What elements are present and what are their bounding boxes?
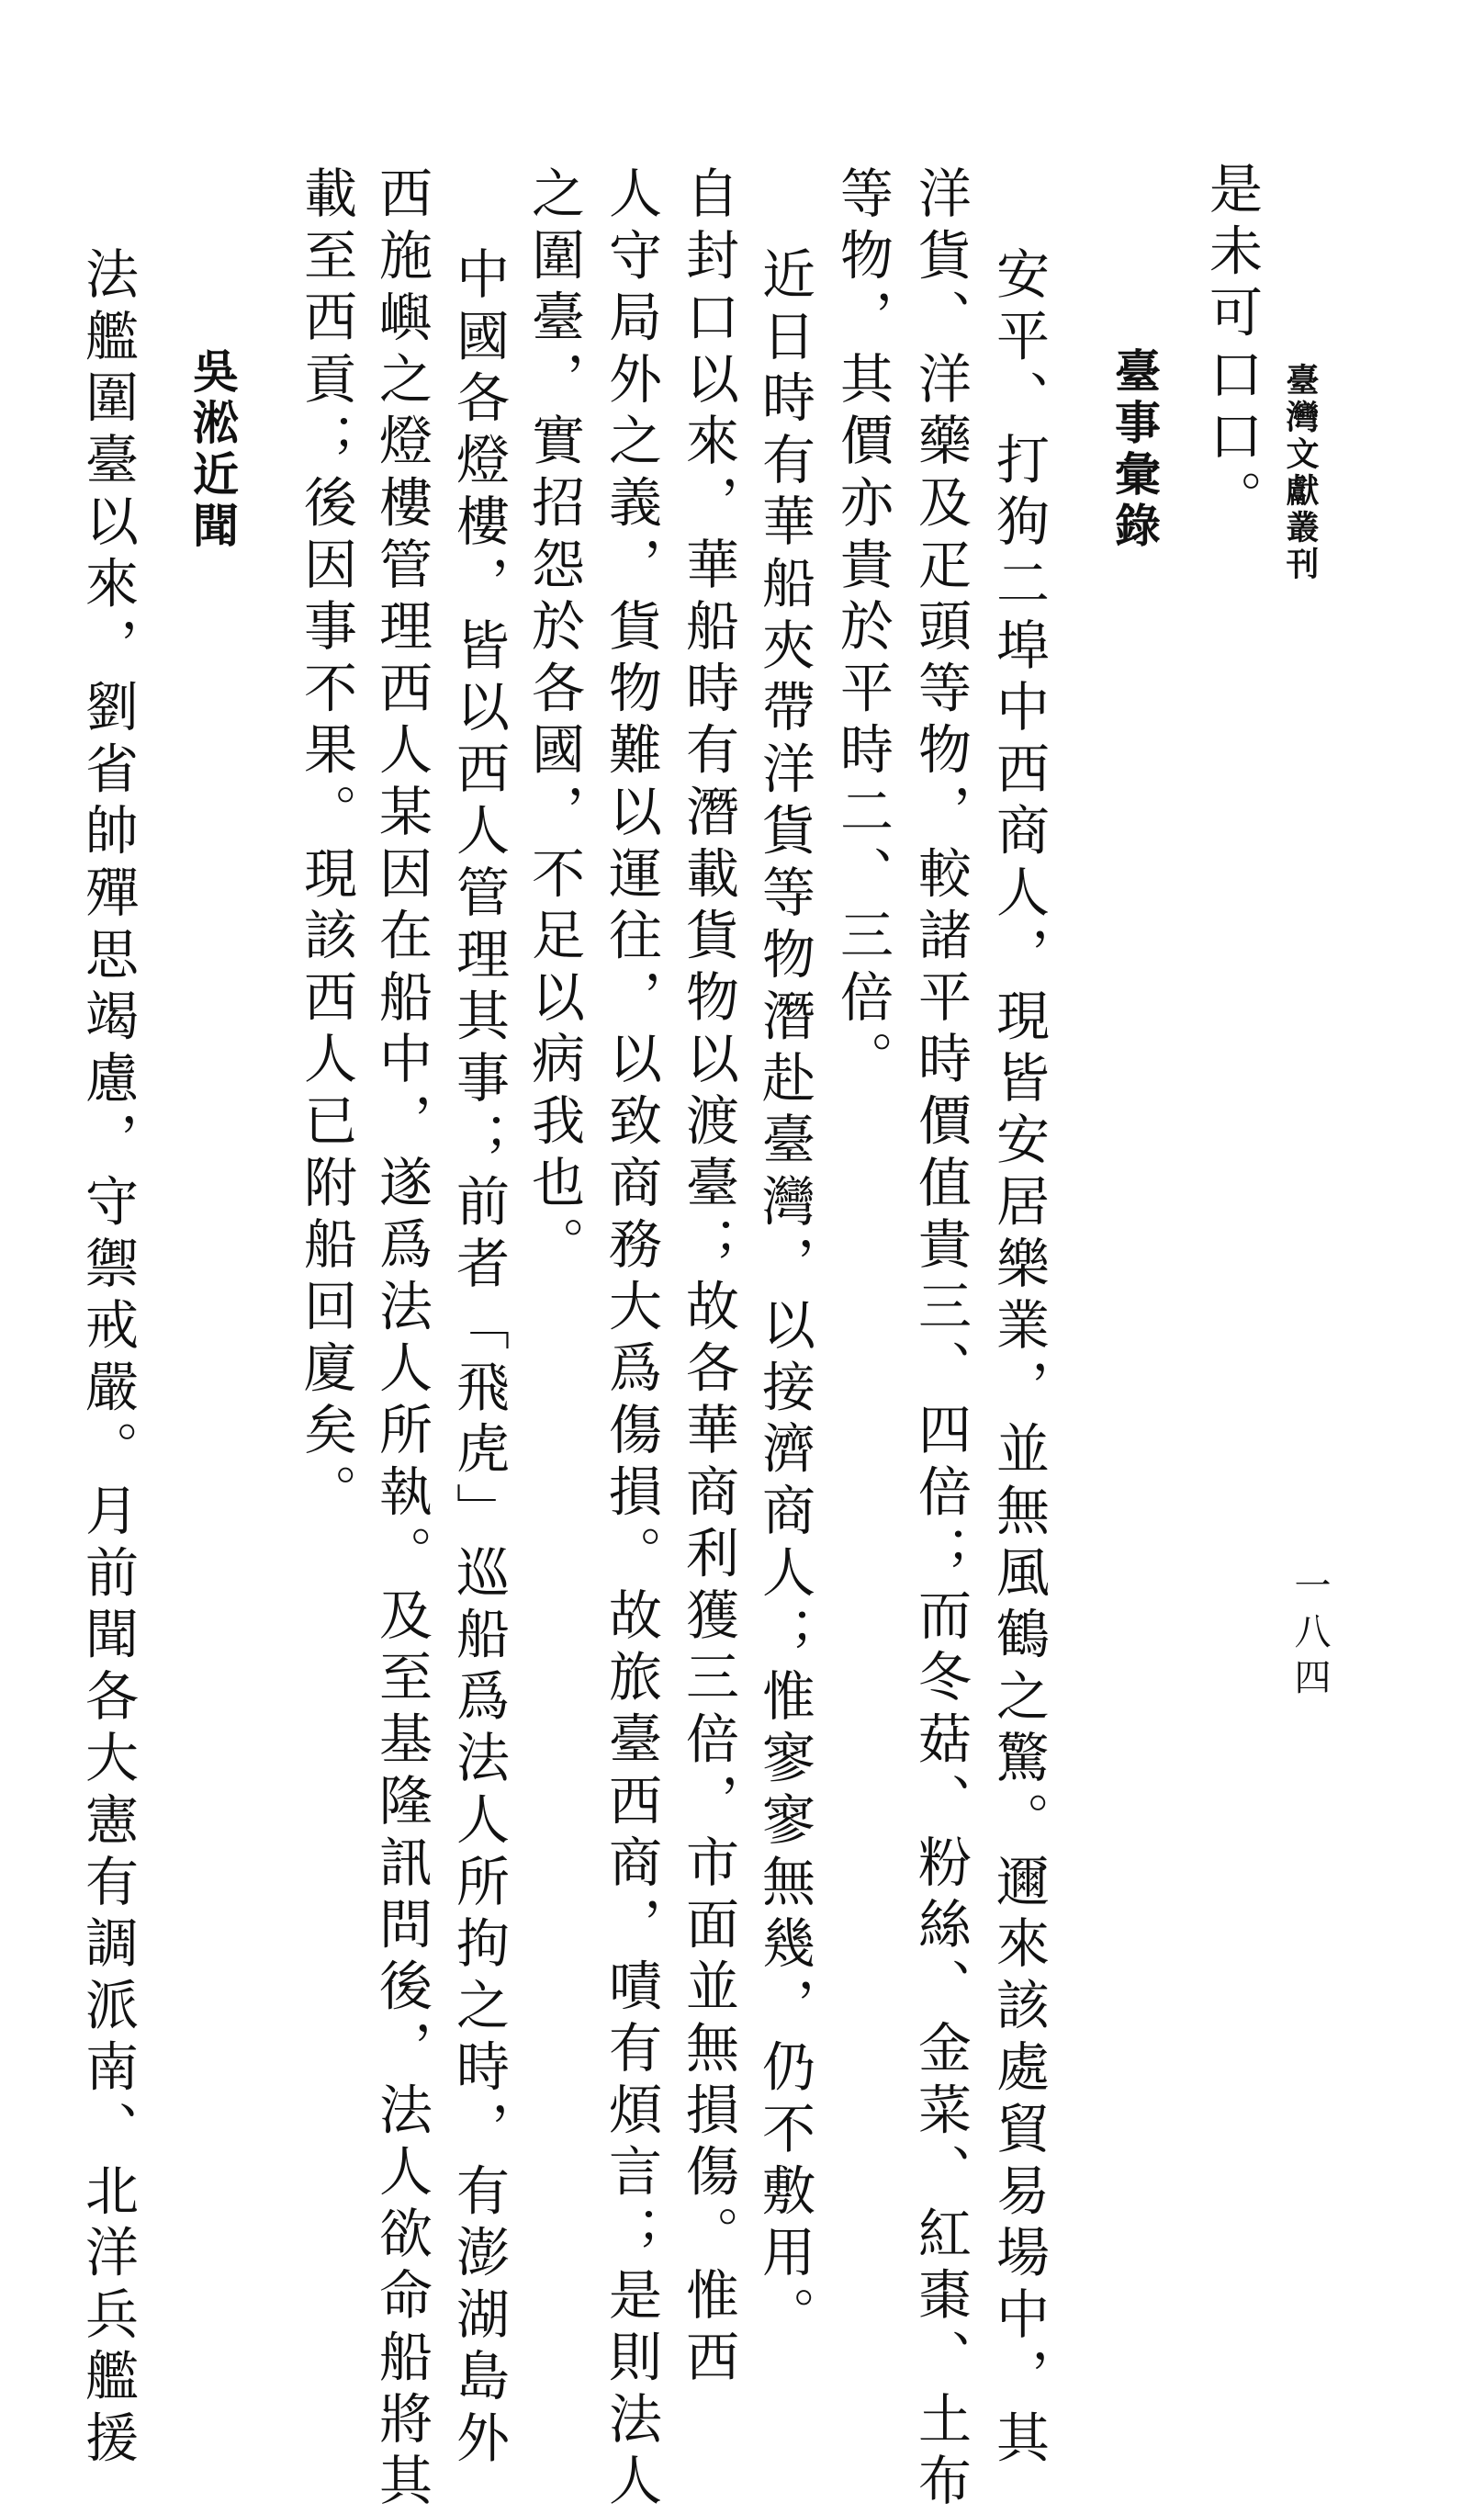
running-header-title: 臺灣文獻叢刊: [1281, 363, 1320, 583]
text-line: 載至西貢；後因事不果。現該西人已附船回廈矣。: [295, 165, 357, 1526]
text-line: 等物，其價亦貴於平時二、三倍。: [831, 165, 894, 1093]
section-heading: 吳淞近聞: [186, 347, 240, 553]
text-line: 西施嶼之燈樓管理西人某因在船中，遂爲法人所執。及至基隆訊問後，法人欲命船將其: [370, 165, 433, 2514]
text-line: 法艦圍臺以來，劉省帥殫思竭慮，守禦戒嚴。月前聞各大憲有調派南、北洋兵艦援: [76, 246, 139, 2472]
text-line: 之圍臺，實招怨於各國，不足以病我也。: [523, 165, 585, 1279]
text-line: 近日時有華船夾帶洋貨等物潛赴臺灣，以接濟商人；惟寥寥無幾，仍不敷用。: [753, 246, 815, 2349]
section-heading: 臺事彙錄: [1107, 347, 1162, 553]
text-line: 是未可口口。: [1200, 161, 1263, 532]
text-line: 洋貨、洋藥及疋頭等物，較諸平時價值貴三、四倍；而冬菇、粉絲、金菜、紅棗、土布: [909, 165, 972, 2514]
page-number: 一八四: [1288, 1566, 1331, 1704]
text-line: 安平、打狗二埠中西商人，現皆安居樂業，並無風鶴之驚。邇來該處貿易場中，其: [987, 246, 1050, 2472]
text-line: 人守局外之義，貨物難以運往，以致商務大爲傷損。故旅臺西商，嘖有煩言；是則法人: [600, 165, 662, 2514]
text-line: 中國各燈樓，皆以西人管理其事；前者「飛虎」巡船爲法人所拘之時，有澎湖島外: [447, 246, 510, 2472]
text-line: 自封口以來，華船時有潛載貨物以渡臺；故各華商利獲三倍，市面並無損傷。惟西: [677, 165, 739, 2391]
